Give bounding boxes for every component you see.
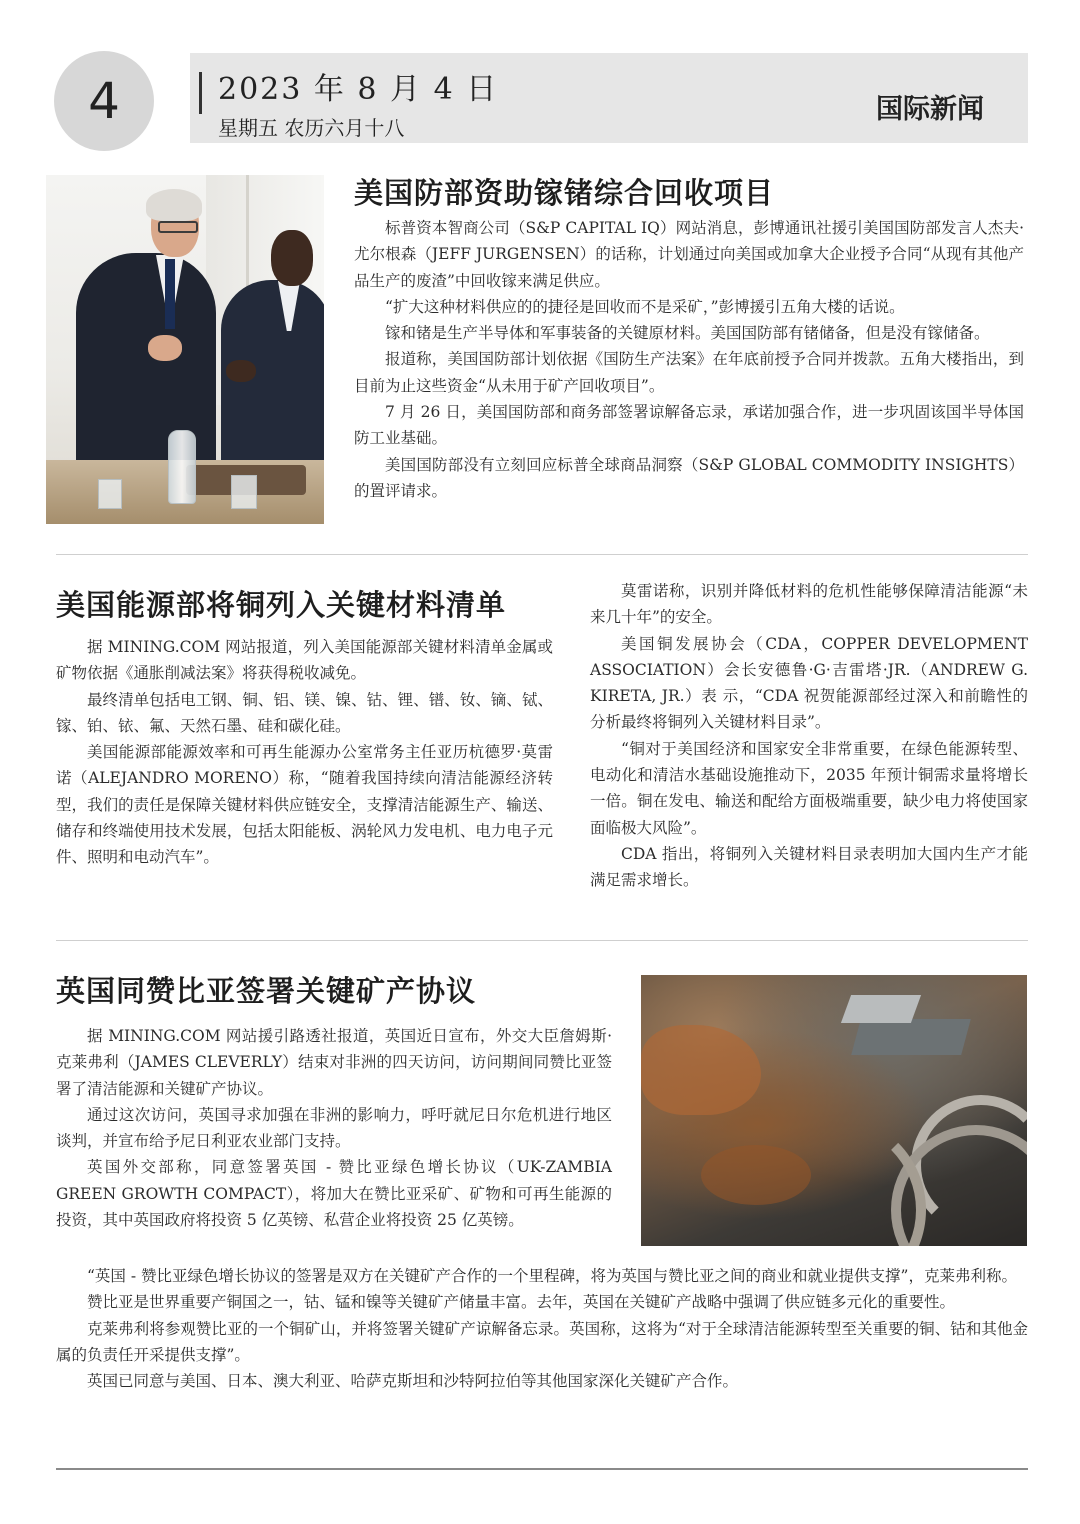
article3-paragraph: 赞比亚是世界重要产铜国之一，钴、锰和镍等关键矿产储量丰富。去年，英国在关键矿产战略中强调了供应链多元化的重要性。 [87, 1293, 956, 1312]
article1-paragraph: 7 月 26 日，美国国防部和商务部签署谅解备忘录，承诺加强合作，进一步巩固该国半导体国防工业基础。 [354, 403, 1024, 448]
article3-headline: 英国同赞比亚签署关键矿产协议 [56, 974, 477, 1008]
photo-person-left-tie [165, 259, 175, 329]
article3-paragraph: “英国 - 赞比亚绿色增长协议的签署是双方在关键矿产合作的一个里程碑，将为英国与赞比亚之间的商业和就业提供支撑”，克莱弗利称。 [87, 1267, 1017, 1285]
article2-paragraph: 美国铜发展协会（CDA，COPPER DEVELOPMENT ASSOCIATION）会长安德鲁·G·吉雷塔·JR.（ANDREW G. KIRETA, JR.）表 示，“CDA 祝贺能源部经过深入和前瞻性的分析最终将铜列入关键材料目录”。 [590, 634, 1028, 732]
article3-paragraph: 英国外交部称，同意签署英国 - 赞比亚绿色增长协议（UK-ZAMBIA GREEN GROWTH COMPACT），将加大在赞比亚采矿、矿物和可再生能源的投资，其中英国政府将投资 5 亿英镑、私营企业将投资 25 亿英镑。 [56, 1158, 612, 1230]
photo-person-left-hair [146, 189, 202, 221]
article2-paragraph: “铜对于美国经济和国家安全非常重要，在绿色能源转型、电动化和清洁水基础设施推动下，2035 年预计铜需求量将增长一倍。铜在发电、输送和配给方面极端重要，缺少电力将使国家面临极大风险”。 [590, 739, 1028, 837]
article3-paragraph: 据 MINING.COM 网站援引路透社报道，英国近日宣布，外交大臣詹姆斯·克莱弗利（JAMES CLEVERLY）结束对非洲的四天访问，访问期间同赞比亚签署了清洁能源和关键矿产协议。 [56, 1027, 612, 1098]
meeting-photo [46, 175, 324, 524]
article2-left-column [56, 634, 553, 871]
section-divider [56, 940, 1028, 941]
article1-paragraph: 镓和锗是生产半导体和军事装备的关键原材料。美国国防部有锗储备，但是没有镓储备。 [385, 324, 990, 343]
photo-glass [231, 475, 257, 509]
article2-paragraph: 莫雷诺称，识别并降低材料的危机性能够保障清洁能源“未来几十年”的安全。 [590, 582, 1028, 627]
page-number-badge [54, 51, 154, 151]
page-bottom-rule [56, 1468, 1028, 1470]
article2-paragraph: CDA 指出，将铜列入关键材料目录表明加大国内生产才能满足需求增长。 [590, 844, 1028, 890]
article2-paragraph: 据 MINING.COM 网站报道，列入美国能源部关键材料清单金属或矿物依据《通胀削减法案》将获得税收减免。 [56, 638, 553, 683]
article3-paragraph: 英国已同意与美国、日本、澳大利亚、哈萨克斯坦和沙特阿拉伯等其他国家深化关键矿产合作。 [87, 1372, 739, 1391]
photo-glass [98, 479, 122, 509]
section-title: 国际新闻 [876, 94, 984, 125]
header-divider [199, 72, 202, 114]
photo-ore-deposit [641, 1025, 761, 1115]
article2-headline: 美国能源部将铜列入关键材料清单 [56, 588, 507, 622]
issue-weekday-lunar: 星期五 农历六月十八 [218, 116, 405, 140]
photo-person-left-glasses [158, 221, 198, 233]
article1-paragraph: 标普资本智商公司（S&P CAPITAL IQ）网站消息，彭博通讯社援引美国国防部发言人杰夫·尤尔根森（JEFF JURGENSEN）的话称，计划通过向美国或加拿大企业授予合同“从现有其他产品生产的废渣”中回收镓来满足供应。 [354, 219, 1024, 290]
mine-aerial-photo [641, 975, 1027, 1246]
article3-wide-body [56, 1263, 1028, 1394]
photo-water-bottle [168, 430, 196, 504]
article2-paragraph: 美国能源部能源效率和可再生能源办公室常务主任亚历杭德罗·莫雷诺（ALEJANDRO MORENO）称，“随着我国持续向清洁能源经济转型，我们的责任是保障关键材料供应链安全，支撑清洁能源生产、输送、储存和终端使用技术发展，包括太阳能板、涡轮风力发电机、电力电子元件、照明和电动汽车”。 [56, 743, 553, 867]
article3-paragraph: 通过这次访问，英国寻求加强在非洲的影响力，呼吁就尼日尔危机进行地区谈判，并宣布给予尼日利亚农业部门支持。 [56, 1105, 612, 1151]
photo-person-left-hand [148, 335, 182, 361]
article1-paragraph: 美国国防部没有立刻回应标普全球商品洞察（S&P GLOBAL COMMODITY INSIGHTS）的置评请求。 [354, 455, 1024, 500]
photo-mine-roof [841, 995, 921, 1023]
article3-paragraph: 克莱弗利将参观赞比亚的一个铜矿山，并将签署关键矿产谅解备忘录。英国称，这将为“对于全球清洁能源转型至关重要的铜、钴和其他金属的负责任开采提供支撑”。 [56, 1319, 1028, 1364]
article1-body [354, 215, 1024, 504]
article2-right-column [590, 578, 1028, 894]
photo-person-right-hand [226, 360, 256, 382]
photo-haul-road [736, 1115, 926, 1246]
article3-column [56, 1023, 612, 1233]
article1-headline: 美国防部资助镓锗综合回收项目 [354, 176, 775, 210]
article1-paragraph: 报道称，美国国防部计划依据《国防生产法案》在年底前授予合同并拨款。五角大楼指出，到目前为止这些资金“从未用于矿产回收项目”。 [354, 350, 1024, 395]
photo-person-right-head [271, 230, 313, 286]
article2-paragraph: 最终清单包括电工钢、铜、铝、镁、镍、钴、锂、镨、钕、镝、铽、镓、铂、铱、氟、天然石墨、硅和碳化硅。 [56, 690, 553, 735]
section-divider [56, 554, 1028, 555]
photo-mine-building [851, 1019, 971, 1055]
article1-paragraph: “扩大这种材料供应的的捷径是回收而不是采矿，”彭博援引五角大楼的话说。 [385, 297, 905, 316]
issue-date: 2023 年 8 月 4 日 [218, 72, 499, 107]
page-number: 4 [88, 72, 120, 130]
